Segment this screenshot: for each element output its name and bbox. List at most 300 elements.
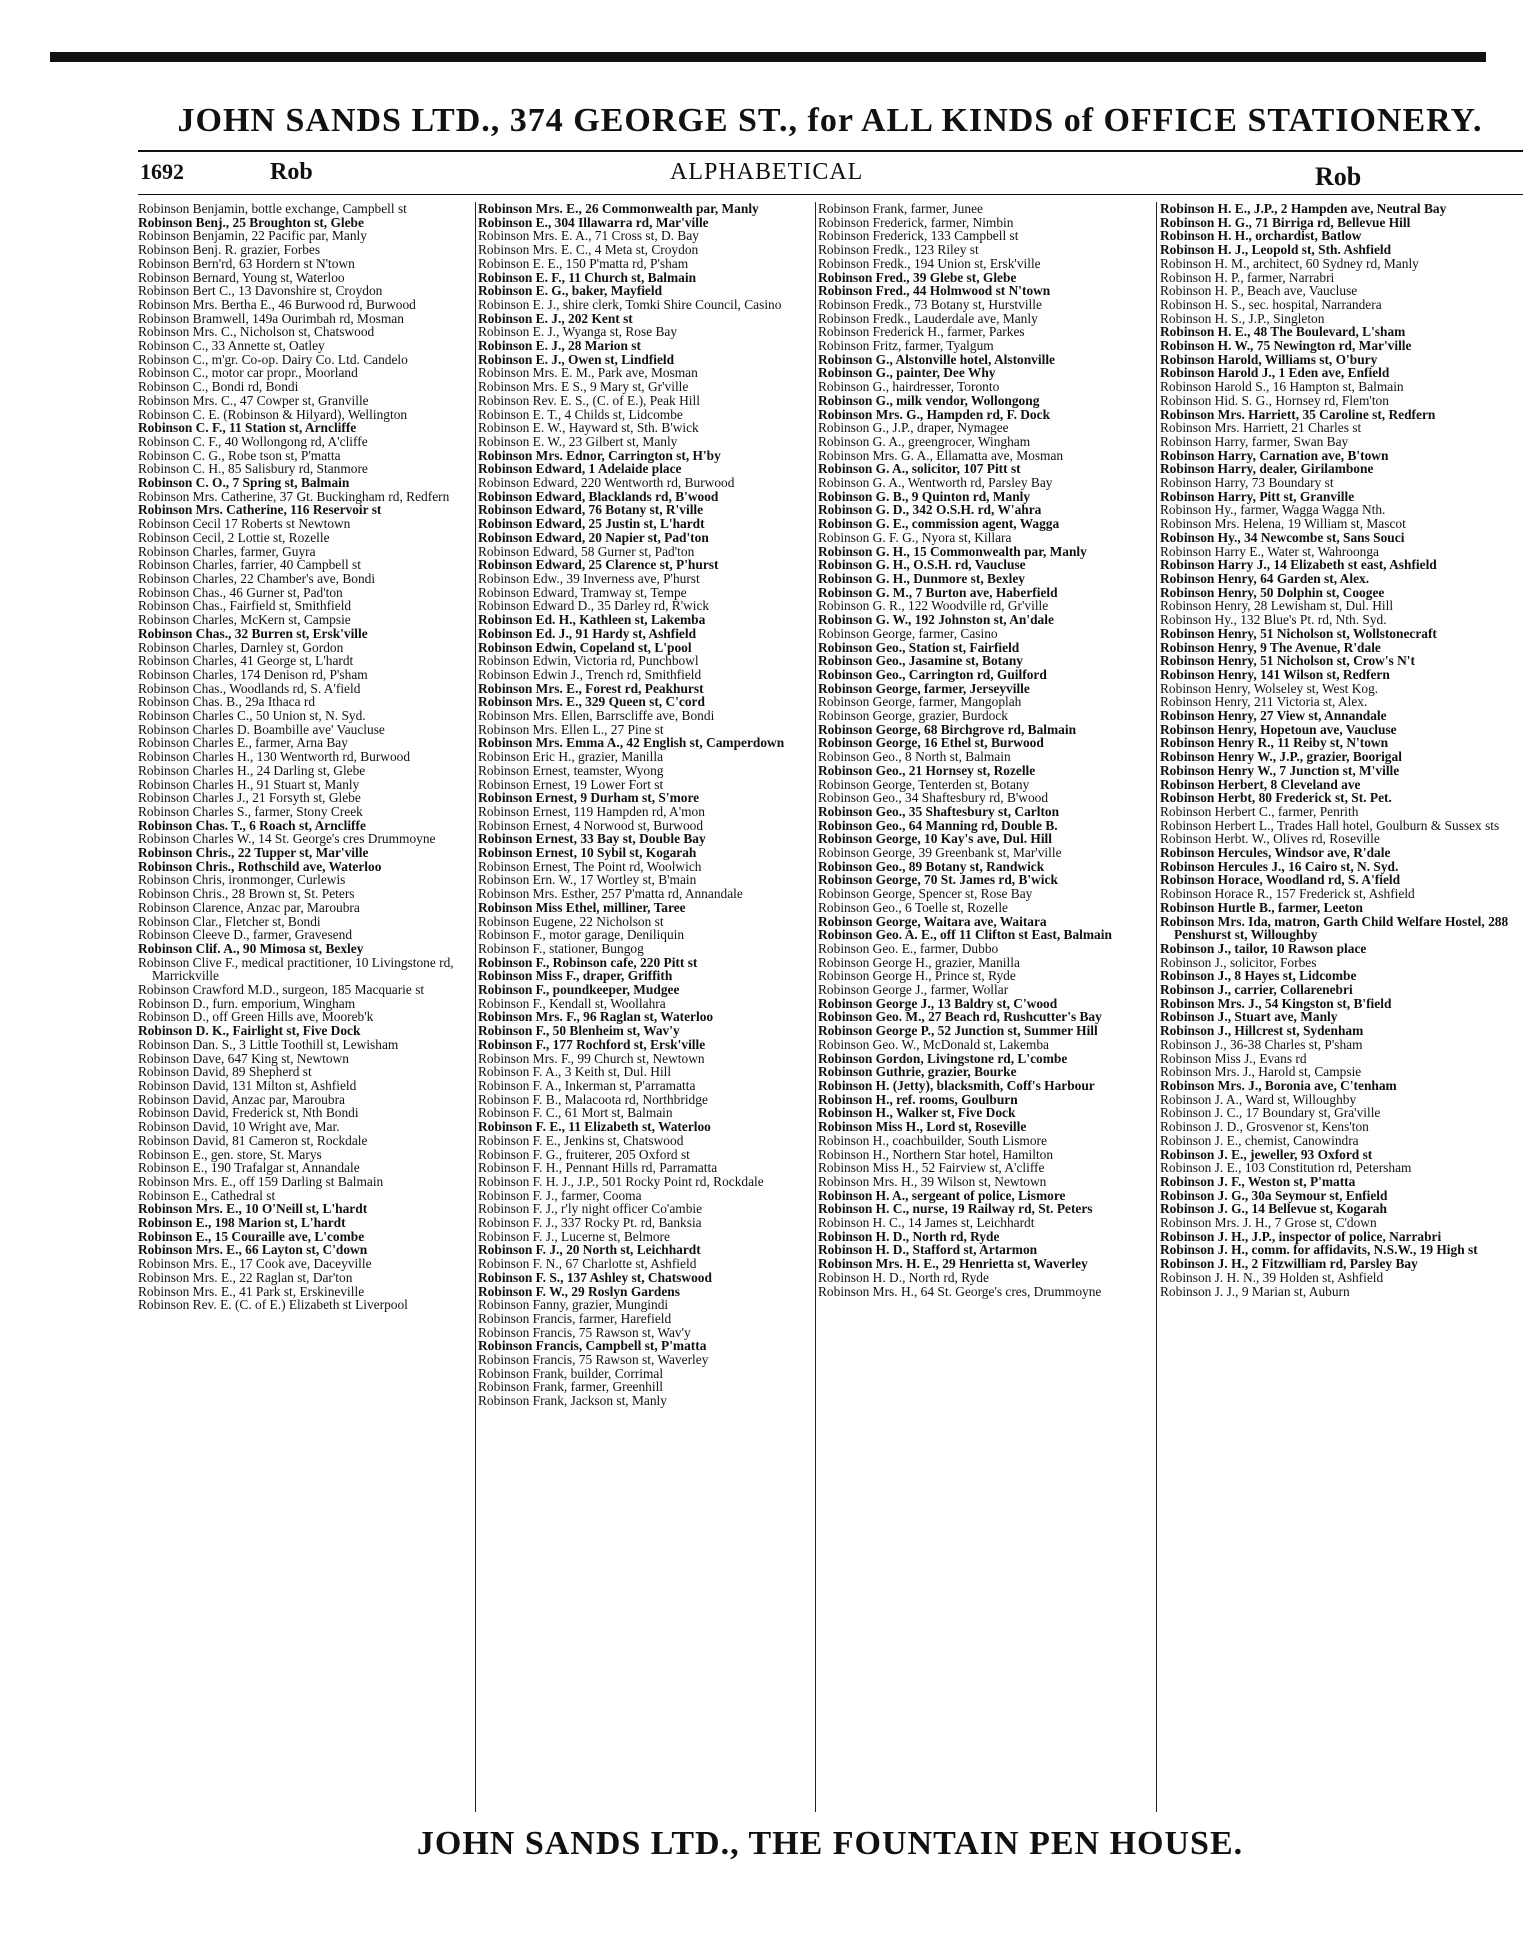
directory-entry: Robinson G., milk vendor, Wollongong bbox=[818, 392, 1040, 408]
directory-entry: Robinson Harry, 73 Boundary st bbox=[1160, 475, 1334, 491]
directory-entry: Robinson F. A., 3 Keith st, Dul. Hill bbox=[478, 1064, 672, 1080]
directory-entry: Robinson J. F., Weston st, P'matta bbox=[1160, 1173, 1356, 1189]
directory-entry: Robinson George, Tenterden st, Botany bbox=[818, 776, 1030, 792]
directory-entry: Robinson Francis, farmer, Harefield bbox=[478, 1310, 672, 1326]
directory-entry: Robinson Henry, 64 Garden st, Alex. bbox=[1160, 570, 1370, 586]
directory-entry: Robinson Edwin, Copeland st, L'pool bbox=[478, 639, 692, 655]
left-running-head: Rob bbox=[270, 159, 313, 185]
directory-entry: Robinson Charles H., 24 Darling st, Glebe bbox=[138, 762, 366, 778]
directory-entry: Robinson Charles, 41 George st, L'hardt bbox=[138, 653, 354, 669]
directory-entry: Robinson J. G., 14 Bellevue st, Kogarah bbox=[1160, 1201, 1387, 1217]
directory-entry: Robinson H. J., Leopold st, Sth. Ashfield bbox=[1160, 242, 1392, 258]
directory-entry: Robinson George H., Prince st, Ryde bbox=[818, 968, 1016, 984]
directory-entry: Robinson Mrs. C., 47 Cowper st, Granville bbox=[138, 392, 369, 408]
directory-entry: Robinson G., hairdresser, Toronto bbox=[818, 379, 1000, 395]
directory-entry: Robinson George, grazier, Burdock bbox=[818, 708, 1008, 724]
directory-column-4 bbox=[1160, 202, 1520, 1852]
directory-entry: Robinson Edward, 76 Botany st, R'ville bbox=[478, 502, 704, 518]
directory-entry: Robinson H. P., farmer, Narrabri bbox=[1160, 269, 1335, 285]
directory-entry: Robinson G. E., commission agent, Wagga bbox=[818, 516, 1060, 532]
directory-entry: Robinson Henry, 28 Lewisham st, Dul. Hill bbox=[1160, 598, 1394, 614]
directory-entry: Robinson H. W., 75 Newington rd, Mar'ville bbox=[1160, 338, 1412, 354]
directory-entry: Robinson Mrs. G. A., Ellamatta ave, Mosman bbox=[818, 447, 1064, 463]
directory-entry: Robinson G. H., 15 Commonwealth par, Manly bbox=[818, 543, 1087, 559]
directory-entry: Robinson C., Bondi rd, Bondi bbox=[138, 379, 299, 395]
header-rule bbox=[138, 150, 1523, 152]
directory-entry: Robinson Mrs. E., 26 Commonwealth par, Manly bbox=[478, 202, 759, 216]
directory-entry: Robinson F. W., 29 Roslyn Gardens bbox=[478, 1283, 680, 1299]
directory-entry: Robinson Mrs. E., 22 Raglan st, Dar'ton bbox=[138, 1269, 353, 1285]
directory-entry: Robinson Benjamin, bottle exchange, Campbell st bbox=[138, 202, 407, 216]
directory-entry: Robinson G. A., Wentworth rd, Parsley Bay bbox=[818, 475, 1053, 491]
directory-entry: Robinson Benj., 25 Broughton st, Glebe bbox=[138, 214, 364, 230]
directory-entry: Robinson C., m'gr. Co-op. Dairy Co. Ltd. Candelo bbox=[138, 351, 408, 367]
directory-entry: Robinson Miss Ethel, milliner, Taree bbox=[478, 899, 686, 915]
directory-entry: Robinson Francis, 75 Rawson st, Wav'y bbox=[478, 1324, 691, 1340]
directory-entry: Robinson Ernest, 119 Hampden rd, A'mon bbox=[478, 803, 705, 819]
directory-entry: Robinson Chris., Rothschild ave, Waterloo bbox=[138, 858, 382, 874]
directory-entry: Robinson George J., 13 Baldry st, C'wood bbox=[818, 995, 1058, 1011]
directory-entry: Robinson Henry, 211 Victoria st, Alex. bbox=[1160, 694, 1368, 710]
directory-entry: Robinson Horace, Woodland rd, S. A'field bbox=[1160, 872, 1401, 888]
directory-entry: Robinson Mrs. E S., 9 Mary st, Gr'ville bbox=[478, 379, 689, 395]
directory-entry: Robinson Herbert L., Trades Hall hotel, Goulburn & Sussex sts bbox=[1160, 817, 1500, 833]
directory-entry: Robinson J., solicitor, Forbes bbox=[1160, 954, 1317, 970]
directory-entry: Robinson J., Stuart ave, Manly bbox=[1160, 1009, 1338, 1025]
directory-entry: Robinson F. J., farmer, Cooma bbox=[478, 1187, 642, 1203]
directory-entry: Robinson Ernest, 4 Norwood st, Burwood bbox=[478, 817, 704, 833]
directory-entry: Robinson Rev. E. S., (C. of E.), Peak Hill bbox=[478, 392, 700, 408]
directory-entry: Robinson F. C., 61 Mort st, Balmain bbox=[478, 1105, 673, 1121]
directory-entry: Robinson J., 36-38 Charles st, P'sham bbox=[1160, 1036, 1363, 1052]
directory-entry: Robinson Chas. T., 6 Roach st, Arncliffe bbox=[138, 817, 366, 833]
directory-entry: Robinson E. J., Wyanga st, Rose Bay bbox=[478, 324, 678, 340]
directory-entry: Robinson H. S., sec. hospital, Narrandera bbox=[1160, 296, 1382, 312]
top-edge bbox=[50, 52, 1486, 62]
directory-page bbox=[50, 52, 1509, 1922]
directory-entry: Robinson F. G., fruiterer, 205 Oxford st bbox=[478, 1146, 690, 1162]
directory-entry: Robinson Harold S., 16 Hampton st, Balmain bbox=[1160, 379, 1404, 395]
directory-entry: Robinson F., poundkeeper, Mudgee bbox=[478, 982, 680, 998]
directory-entry: Robinson H. S., J.P., Singleton bbox=[1160, 310, 1325, 326]
directory-entry: Robinson Charles, 174 Denison rd, P'sham bbox=[138, 666, 368, 682]
directory-entry: Robinson Geo. M., 27 Beach rd, Rushcutter's Bay bbox=[818, 1009, 1102, 1025]
directory-entry: Robinson E. F., 11 Church st, Balmain bbox=[478, 269, 697, 285]
directory-entry: Robinson Francis, 75 Rawson st, Waverley bbox=[478, 1352, 709, 1368]
directory-entry: Robinson G. F. G., Nyora st, Killara bbox=[818, 529, 1012, 545]
directory-entry: Robinson Geo., 6 Toelle st, Rozelle bbox=[818, 899, 1008, 915]
directory-entry: Robinson C. F., 40 Wollongong rd, A'cliffe bbox=[138, 433, 368, 449]
directory-entry: Robinson Henry, Wolseley st, West Kog. bbox=[1160, 680, 1379, 696]
directory-entry: Robinson D., furn. emporium, Wingham bbox=[138, 995, 356, 1011]
directory-entry: Robinson G., painter, Dee Why bbox=[818, 365, 996, 381]
directory-entry: Robinson Eric H., grazier, Manilla bbox=[478, 749, 664, 765]
directory-entry: Robinson Geo., 34 Shaftesbury rd, B'wood bbox=[818, 790, 1049, 806]
directory-entry: Robinson Charles, McKern st, Campsie bbox=[138, 612, 351, 628]
directory-entry: Robinson Geo., 8 North st, Balmain bbox=[818, 749, 1011, 765]
directory-entry: Robinson E. J., shire clerk, Tomki Shire Council, Casino bbox=[478, 296, 782, 312]
directory-entry: Robinson G. B., 9 Quinton rd, Manly bbox=[818, 488, 1031, 504]
directory-entry: Robinson Crawford M.D., surgeon, 185 Macquarie st bbox=[138, 982, 425, 998]
directory-entry: Robinson F. E., 11 Elizabeth st, Waterloo bbox=[478, 1119, 711, 1135]
directory-entry: Robinson H. H., orchardist, Batlow bbox=[1160, 228, 1362, 244]
directory-entry: Robinson Hy., farmer, Wagga Wagga Nth. bbox=[1160, 502, 1386, 518]
directory-entry: Robinson Edward, Blacklands rd, B'wood bbox=[478, 488, 719, 504]
directory-entry: Robinson Geo. W., McDonald st, Lakemba bbox=[818, 1036, 1049, 1052]
directory-entry: Robinson J. A., Ward st, Willoughby bbox=[1160, 1091, 1357, 1107]
directory-entry: Robinson Herbert, 8 Cleveland ave bbox=[1160, 776, 1361, 792]
directory-entry: Robinson Fredk., 194 Union st, Ersk'ville bbox=[818, 255, 1041, 271]
directory-entry: Robinson Henry, 51 Nicholson st, Crow's N't bbox=[1160, 653, 1415, 669]
directory-entry: Robinson F., Kendall st, Woollahra bbox=[478, 995, 666, 1011]
directory-entry: Robinson George, Waitara ave, Waitara bbox=[818, 913, 1047, 929]
directory-columns bbox=[138, 202, 1528, 1852]
directory-entry: Robinson George, farmer, Casino bbox=[818, 625, 998, 641]
directory-entry: Robinson D. K., Fairlight st, Five Dock bbox=[138, 1023, 361, 1039]
directory-entry: Robinson Bernard, Young st, Waterloo bbox=[138, 269, 345, 285]
directory-entry: Robinson E., gen. store, St. Marys bbox=[138, 1146, 322, 1162]
directory-entry: Robinson Herbt. W., Olives rd, Roseville bbox=[1160, 831, 1380, 847]
directory-entry: Robinson Harry, Pitt st, Granville bbox=[1160, 488, 1355, 504]
directory-entry: Robinson Fred., 39 Glebe st, Glebe bbox=[818, 269, 1017, 285]
directory-entry: Robinson Fredk., 123 Riley st bbox=[818, 242, 979, 258]
directory-entry: Robinson Clive F., medical practitioner, 10 Livingstone rd, Marrickville bbox=[138, 954, 454, 984]
directory-entry: Robinson Mrs. E., 329 Queen st, C'cord bbox=[478, 694, 705, 710]
directory-entry: Robinson Hy., 132 Blue's Pt. rd, Nth. Syd. bbox=[1160, 612, 1387, 628]
footer-banner: JOHN SANDS LTD., THE FOUNTAIN PEN HOUSE. bbox=[416, 1825, 1244, 1862]
directory-entry: Robinson Harold, Williams st, O'bury bbox=[1160, 351, 1378, 367]
directory-entry: Robinson Mrs. Harriett, 21 Charles st bbox=[1160, 420, 1362, 436]
directory-entry: Robinson F., 50 Blenheim st, Wav'y bbox=[478, 1023, 680, 1039]
directory-entry: Robinson J. G., 30a Seymour st, Enfield bbox=[1160, 1187, 1388, 1203]
directory-entry: Robinson Charles S., farmer, Stony Creek bbox=[138, 803, 363, 819]
directory-entry: Robinson Edward D., 35 Darley rd, R'wick bbox=[478, 598, 710, 614]
directory-entry: Robinson Guthrie, grazier, Bourke bbox=[818, 1064, 1017, 1080]
directory-entry: Robinson Chris., 28 Brown st, St. Peters bbox=[138, 886, 355, 902]
directory-entry: Robinson H. E., 48 The Boulevard, L'sham bbox=[1160, 324, 1406, 340]
directory-entry: Robinson Charles, farrier, 40 Campbell st bbox=[138, 557, 361, 573]
directory-entry: Robinson Mrs. Ednor, Carrington st, H'by bbox=[478, 447, 721, 463]
directory-entry: Robinson E., 198 Marion st, L'hardt bbox=[138, 1215, 346, 1231]
directory-entry: Robinson Fred., 44 Holmwood st N'town bbox=[818, 283, 1051, 299]
directory-entry: Robinson G. R., 122 Woodville rd, Gr'ville bbox=[818, 598, 1049, 614]
directory-entry: Robinson Henry, 27 View st, Annandale bbox=[1160, 708, 1387, 724]
directory-entry: Robinson Frederick, 133 Campbell st bbox=[818, 228, 1019, 244]
directory-entry: Robinson G. A., solicitor, 107 Pitt st bbox=[818, 461, 1021, 477]
directory-entry: Robinson Edward, 220 Wentworth rd, Burwood bbox=[478, 475, 735, 491]
directory-entry: Robinson H. D., North rd, Ryde bbox=[818, 1228, 1000, 1244]
directory-entry: Robinson Henry R., 11 Reiby st, N'town bbox=[1160, 735, 1389, 751]
directory-entry: Robinson G., Alstonville hotel, Alstonville bbox=[818, 351, 1055, 367]
directory-entry: Robinson George, 10 Kay's ave, Dul. Hill bbox=[818, 831, 1052, 847]
directory-entry: Robinson Chas. B., 29a Ithaca rd bbox=[138, 694, 316, 710]
directory-entry: Robinson Chas., Woodlands rd, S. A'field bbox=[138, 680, 361, 696]
directory-entry: Robinson Ern. W., 17 Wortley st, B'main bbox=[478, 872, 697, 888]
directory-entry: Robinson Clarence, Anzac par, Maroubra bbox=[138, 899, 360, 915]
directory-entry: Robinson D., off Green Hills ave, Mooreb'k bbox=[138, 1009, 374, 1025]
directory-entry: Robinson Mrs. E. M., Park ave, Mosman bbox=[478, 365, 698, 381]
directory-entry: Robinson George J., farmer, Wollar bbox=[818, 982, 1009, 998]
directory-entry: Robinson J. C., 17 Boundary st, Gra'ville bbox=[1160, 1105, 1381, 1121]
directory-entry: Robinson F. S., 137 Ashley st, Chatswood bbox=[478, 1269, 712, 1285]
directory-entry: Robinson F. J., Lucerne st, Belmore bbox=[478, 1228, 670, 1244]
directory-entry: Robinson Horace R., 157 Frederick st, Ashfield bbox=[1160, 886, 1415, 902]
directory-entry: Robinson F. N., 67 Charlotte st, Ashfield bbox=[478, 1256, 697, 1272]
page-number: 1692 bbox=[140, 159, 184, 184]
directory-entry: Robinson F. J., 20 North st, Leichhardt bbox=[478, 1242, 701, 1258]
directory-entry: Robinson Eugene, 22 Nicholson st bbox=[478, 913, 664, 929]
directory-entry: Robinson J. E., jeweller, 93 Oxford st bbox=[1160, 1146, 1373, 1162]
directory-entry: Robinson G. H., O.S.H. rd, Vaucluse bbox=[818, 557, 1026, 573]
directory-entry: Robinson Ernest, 9 Durham st, S'more bbox=[478, 790, 700, 806]
directory-entry: Robinson Miss H., 52 Fairview st, A'cliffe bbox=[818, 1160, 1045, 1176]
directory-entry: Robinson J. H., 2 Fitzwilliam rd, Parsley Bay bbox=[1160, 1256, 1418, 1272]
directory-entry: Robinson Charles, Darnley st, Gordon bbox=[138, 639, 344, 655]
directory-entry: Robinson E. W., 23 Gilbert st, Manly bbox=[478, 433, 678, 449]
directory-entry: Robinson Harry, Carnation ave, B'town bbox=[1160, 447, 1389, 463]
directory-entry: Robinson F. B., Malacoota rd, Northbridge bbox=[478, 1091, 708, 1107]
subheader-rule bbox=[138, 194, 1523, 195]
directory-entry: Robinson J. J., 9 Marian st, Auburn bbox=[1160, 1283, 1350, 1299]
directory-entry: Robinson E. T., 4 Childs st, Lidcombe bbox=[478, 406, 683, 422]
directory-entry: Robinson Dan. S., 3 Little Toothill st, Lewisham bbox=[138, 1036, 399, 1052]
directory-entry: Robinson Charles C., 50 Union st, N. Syd. bbox=[138, 708, 366, 724]
directory-entry: Robinson J. H., J.P., inspector of police, Narrabri bbox=[1160, 1228, 1442, 1244]
directory-entry: Robinson J., carrier, Collarenebri bbox=[1160, 982, 1353, 998]
directory-entry: Robinson Geo., Station st, Fairfield bbox=[818, 639, 1020, 655]
directory-entry: Robinson Mrs. H. E., 29 Henrietta st, Waverley bbox=[818, 1256, 1088, 1272]
directory-entry: Robinson Benjamin, 22 Pacific par, Manly bbox=[138, 228, 367, 244]
directory-entry: Robinson Hercules J., 16 Cairo st, N. Syd. bbox=[1160, 858, 1399, 874]
directory-entry: Robinson Rev. E. (C. of E.) Elizabeth st Liverpool bbox=[138, 1297, 408, 1313]
directory-entry: Robinson Ernest, 19 Lower Fort st bbox=[478, 776, 664, 792]
directory-entry: Robinson Geo., Jasamine st, Botany bbox=[818, 653, 1023, 669]
header-banner: JOHN SANDS LTD., 374 GEORGE ST., for ALL KINDS of OFFICE STATIONERY. bbox=[177, 102, 1483, 139]
directory-entry: Robinson J., tailor, 10 Rawson place bbox=[1160, 940, 1367, 956]
directory-entry: Robinson H. D., Stafford st, Artarmon bbox=[818, 1242, 1038, 1258]
directory-entry: Robinson Herbt, 80 Frederick st, St. Pet. bbox=[1160, 790, 1392, 806]
directory-entry: Robinson E., 304 Illawarra rd, Mar'ville bbox=[478, 214, 709, 230]
directory-entry: Robinson George, 16 Ethel st, Burwood bbox=[818, 735, 1044, 751]
directory-entry: Robinson Hurtle B., farmer, Leeton bbox=[1160, 899, 1363, 915]
directory-entry: Robinson H. E., J.P., 2 Hampden ave, Neutral Bay bbox=[1160, 202, 1447, 216]
directory-entry: Robinson C., motor car propr., Moorland bbox=[138, 365, 358, 381]
directory-entry: Robinson Edwin J., Trench rd, Smithfield bbox=[478, 666, 702, 682]
directory-entry: Robinson Mrs. Ellen, Barrscliffe ave, Bondi bbox=[478, 708, 715, 724]
directory-entry: Robinson David, 81 Cameron st, Rockdale bbox=[138, 1132, 368, 1148]
directory-entry: Robinson Ernest, 10 Sybil st, Kogarah bbox=[478, 845, 697, 861]
directory-entry: Robinson F., motor garage, Deniliquin bbox=[478, 927, 685, 943]
directory-entry: Robinson C. F., 11 Station st, Arncliffe bbox=[138, 420, 357, 436]
directory-entry: Robinson H., Northern Star hotel, Hamilton bbox=[818, 1146, 1054, 1162]
directory-entry: Robinson F., Robinson cafe, 220 Pitt st bbox=[478, 954, 698, 970]
directory-entry: Robinson Mrs. Bertha E., 46 Burwood rd, Burwood bbox=[138, 296, 416, 312]
directory-entry: Robinson Frederick H., farmer, Parkes bbox=[818, 324, 1025, 340]
directory-entry: Robinson Mrs. J., 54 Kingston st, B'field bbox=[1160, 995, 1392, 1011]
directory-entry: Robinson Mrs. G., Hampden rd, F. Dock bbox=[818, 406, 1051, 422]
directory-entry: Robinson Chris., 22 Tupper st, Mar'ville bbox=[138, 845, 369, 861]
directory-entry: Robinson E., 15 Couraille ave, L'combe bbox=[138, 1228, 365, 1244]
directory-entry: Robinson Mrs. E., 17 Cook ave, Daceyville bbox=[138, 1256, 372, 1272]
directory-entry: Robinson Charles D. Boambille ave' Vaucluse bbox=[138, 721, 385, 737]
directory-entry: Robinson Bramwell, 149a Ourimbah rd, Mosman bbox=[138, 310, 404, 326]
directory-entry: Robinson H. C., 14 James st, Leichhardt bbox=[818, 1215, 1035, 1231]
directory-entry: Robinson E. E., 150 P'matta rd, P'sham bbox=[478, 255, 689, 271]
directory-entry: Robinson Mrs. E. C., 4 Meta st, Croydon bbox=[478, 242, 699, 258]
directory-entry: Robinson Mrs. E., 41 Park st, Erskineville bbox=[138, 1283, 365, 1299]
directory-entry: Robinson Mrs. Catherine, 116 Reservoir st bbox=[138, 502, 382, 518]
directory-entry: Robinson F., 177 Rochford st, Ersk'ville bbox=[478, 1036, 706, 1052]
directory-entry: Robinson C. G., Robe tson st, P'matta bbox=[138, 447, 341, 463]
directory-entry: Robinson Mrs. J. H., 7 Grose st, C'down bbox=[1160, 1215, 1377, 1231]
directory-entry: Robinson George P., 52 Junction st, Summer Hill bbox=[818, 1023, 1098, 1039]
directory-entry: Robinson H. (Jetty), blacksmith, Coff's Harbour bbox=[818, 1078, 1095, 1093]
directory-entry: Robinson H. G., 71 Birriga rd, Bellevue Hill bbox=[1160, 214, 1411, 230]
directory-entry: Robinson David, Frederick st, Nth Bondi bbox=[138, 1105, 359, 1121]
directory-entry: Robinson Frank, farmer, Junee bbox=[818, 202, 983, 216]
directory-entry: Robinson Ernest, The Point rd, Woolwich bbox=[478, 858, 702, 874]
directory-entry: Robinson F., stationer, Bungog bbox=[478, 940, 644, 956]
directory-entry: Robinson Harry J., 14 Elizabeth st east, Ashfield bbox=[1160, 557, 1437, 573]
directory-entry: Robinson Henry, 50 Dolphin st, Coogee bbox=[1160, 584, 1385, 600]
directory-entry: Robinson Ed. H., Kathleen st, Lakemba bbox=[478, 612, 706, 628]
directory-entry: Robinson E. J., Owen st, Lindfield bbox=[478, 351, 675, 367]
center-running-head: ALPHABETICAL bbox=[670, 159, 864, 185]
directory-entry: Robinson Mrs. E., off 159 Darling st Balmain bbox=[138, 1173, 384, 1189]
directory-entry: Robinson Bert C., 13 Davonshire st, Croydon bbox=[138, 283, 383, 299]
directory-entry: Robinson Francis, Campbell st, P'matta bbox=[478, 1338, 707, 1354]
directory-entry: Robinson Henry W., J.P., grazier, Boorigal bbox=[1160, 749, 1402, 765]
directory-entry: Robinson C. E. (Robinson & Hilyard), Wellington bbox=[138, 406, 408, 422]
directory-entry: Robinson Bern'rd, 63 Hordern st N'town bbox=[138, 255, 355, 271]
directory-entry: Robinson Charles H., 130 Wentworth rd, Burwood bbox=[138, 749, 411, 765]
directory-entry: Robinson Mrs. E., 66 Layton st, C'down bbox=[138, 1242, 368, 1258]
directory-entry: Robinson Hercules, Windsor ave, R'dale bbox=[1160, 845, 1391, 861]
directory-entry: Robinson E. J., 28 Marion st bbox=[478, 338, 641, 354]
directory-entry: Robinson J., 8 Hayes st, Lidcombe bbox=[1160, 968, 1357, 984]
directory-entry: Robinson Cecil 17 Roberts st Newtown bbox=[138, 516, 351, 532]
directory-entry: Robinson Geo., 89 Botany st, Randwick bbox=[818, 858, 1045, 874]
directory-column-2 bbox=[478, 202, 812, 1852]
directory-entry: Robinson Edward, 25 Clarence st, P'hurst bbox=[478, 557, 719, 573]
directory-entry: Robinson Harry, dealer, Girilambone bbox=[1160, 461, 1374, 477]
directory-entry: Robinson J. H., comm. for affidavits, N.S.W., 19 High st bbox=[1160, 1242, 1478, 1258]
directory-entry: Robinson Chas., Fairfield st, Smithfield bbox=[138, 598, 352, 614]
directory-entry: Robinson Mrs. Harriett, 35 Caroline st, Redfern bbox=[1160, 406, 1436, 422]
directory-entry: Robinson Mrs. H., 64 St. George's cres, Drummoyne bbox=[818, 1283, 1102, 1299]
directory-entry: Robinson Mrs. E., Forest rd, Peakhurst bbox=[478, 680, 704, 696]
directory-entry: Robinson Mrs. F., 96 Raglan st, Waterloo bbox=[478, 1009, 714, 1025]
directory-entry: Robinson E. W., Hayward st, Sth. B'wick bbox=[478, 420, 699, 436]
directory-entry: Robinson Herbert C., farmer, Penrith bbox=[1160, 803, 1359, 819]
directory-entry: Robinson C. H., 85 Salisbury rd, Stanmore bbox=[138, 461, 368, 477]
directory-entry: Robinson Miss F., draper, Griffith bbox=[478, 968, 673, 984]
directory-entry: Robinson Chas., 46 Gurner st, Pad'ton bbox=[138, 584, 343, 600]
directory-entry: Robinson Chas., 32 Burren st, Ersk'ville bbox=[138, 625, 368, 641]
directory-entry: Robinson E., 190 Trafalgar st, Annandale bbox=[138, 1160, 360, 1176]
directory-entry: Robinson E. G., baker, Mayfield bbox=[478, 283, 663, 299]
directory-entry: Robinson Mrs. C., Nicholson st, Chatswood bbox=[138, 324, 375, 340]
directory-entry: Robinson Mrs. Ellen L., 27 Pine st bbox=[478, 721, 664, 737]
directory-entry: Robinson Edward, 58 Gurner st, Pad'ton bbox=[478, 543, 695, 559]
directory-entry: Robinson Frank, farmer, Greenhill bbox=[478, 1379, 664, 1395]
directory-column-3 bbox=[818, 202, 1152, 1852]
directory-entry: Robinson Charles H., 91 Stuart st, Manly bbox=[138, 776, 360, 792]
directory-entry: Robinson C., 33 Annette st, Oatley bbox=[138, 338, 325, 354]
directory-entry: Robinson G. A., greengrocer, Wingham bbox=[818, 433, 1031, 449]
directory-entry: Robinson H., ref. rooms, Goulburn bbox=[818, 1091, 1018, 1107]
directory-entry: Robinson Mrs. Emma A., 42 English st, Camperdown bbox=[478, 735, 785, 751]
directory-entry: Robinson E., Cathedral st bbox=[138, 1187, 276, 1203]
directory-entry: Robinson H., Walker st, Five Dock bbox=[818, 1105, 1016, 1121]
directory-entry: Robinson Miss J., Evans rd bbox=[1160, 1050, 1307, 1066]
directory-entry: Robinson H. D., North rd, Ryde bbox=[818, 1269, 989, 1285]
directory-entry: Robinson Ernest, teamster, Wyong bbox=[478, 762, 664, 778]
directory-entry: Robinson Ernest, 33 Bay st, Double Bay bbox=[478, 831, 706, 847]
directory-entry: Robinson F. H. J., J.P., 501 Rocky Point rd, Rockdale bbox=[478, 1173, 764, 1189]
directory-entry: Robinson Geo., 35 Shaftesbury st, Carlton bbox=[818, 803, 1060, 819]
directory-entry: Robinson Charles, 22 Chamber's ave, Bondi bbox=[138, 570, 376, 586]
directory-entry: Robinson G. H., Dunmore st, Bexley bbox=[818, 570, 1025, 586]
directory-entry: Robinson Geo. A. E., off 11 Clifton st East, Balmain bbox=[818, 927, 1112, 943]
directory-entry: Robinson David, 10 Wright ave, Mar. bbox=[138, 1119, 340, 1135]
directory-entry: Robinson Cecil, 2 Lottie st, Rozelle bbox=[138, 529, 330, 545]
directory-entry: Robinson G. D., 342 O.S.H. rd, W'ahra bbox=[818, 502, 1042, 518]
directory-entry: Robinson Mrs. J., Boronia ave, C'tenham bbox=[1160, 1078, 1397, 1093]
directory-entry: Robinson G. W., 192 Johnston st, An'dale bbox=[818, 612, 1054, 628]
directory-entry: Robinson G., J.P., draper, Nymagee bbox=[818, 420, 1009, 436]
directory-entry: Robinson George, 39 Greenbank st, Mar'ville bbox=[818, 845, 1062, 861]
directory-entry: Robinson Hid. S. G., Hornsey rd, Flem'ton bbox=[1160, 392, 1389, 408]
directory-entry: Robinson C. O., 7 Spring st, Balmain bbox=[138, 475, 350, 491]
directory-entry: Robinson J. E., chemist, Canowindra bbox=[1160, 1132, 1359, 1148]
directory-entry: Robinson Edward, 25 Justin st, L'hardt bbox=[478, 516, 705, 532]
directory-entry: Robinson Mrs. E. A., 71 Cross st, D. Bay bbox=[478, 228, 699, 244]
directory-entry: Robinson Charles J., 21 Forsyth st, Glebe bbox=[138, 790, 361, 806]
directory-entry: Robinson Frederick, farmer, Nimbin bbox=[818, 214, 1014, 230]
directory-entry: Robinson Henry, 9 The Avenue, R'dale bbox=[1160, 639, 1381, 655]
directory-entry: Robinson Fanny, grazier, Mungindi bbox=[478, 1297, 669, 1313]
directory-entry: Robinson J. D., Grosvenor st, Kens'ton bbox=[1160, 1119, 1369, 1135]
right-running-head: Rob bbox=[1315, 162, 1362, 191]
directory-entry: Robinson Charles E., farmer, Arna Bay bbox=[138, 735, 348, 751]
directory-entry: Robinson Edw., 39 Inverness ave, P'hurst bbox=[478, 570, 700, 586]
directory-entry: Robinson George, farmer, Mangoplah bbox=[818, 694, 1022, 710]
directory-entry: Robinson Henry W., 7 Junction st, M'ville bbox=[1160, 762, 1400, 778]
directory-entry: Robinson George, 70 St. James rd, B'wick bbox=[818, 872, 1058, 888]
directory-entry: Robinson Geo., 64 Manning rd, Double B. bbox=[818, 817, 1058, 833]
directory-entry: Robinson J. H. N., 39 Holden st, Ashfield bbox=[1160, 1269, 1384, 1285]
directory-entry: Robinson George H., grazier, Manilla bbox=[818, 954, 1020, 970]
directory-entry: Robinson F. J., r'ly night officer Co'ambie bbox=[478, 1201, 703, 1217]
directory-entry: Robinson Gordon, Livingstone rd, L'combe bbox=[818, 1050, 1068, 1066]
directory-entry: Robinson Mrs. F., 99 Church st, Newtown bbox=[478, 1050, 705, 1066]
directory-entry: Robinson Cleeve D., farmer, Gravesend bbox=[138, 927, 353, 943]
directory-entry: Robinson Harry, farmer, Swan Bay bbox=[1160, 433, 1349, 449]
directory-entry: Robinson Frank, builder, Corrimal bbox=[478, 1365, 664, 1381]
directory-entry: Robinson G. M., 7 Burton ave, Haberfield bbox=[818, 584, 1058, 600]
directory-entry: Robinson H. M., architect, 60 Sydney rd, Manly bbox=[1160, 255, 1419, 271]
directory-entry: Robinson J. E., 103 Constitution rd, Petersham bbox=[1160, 1160, 1412, 1176]
directory-column-1 bbox=[138, 202, 472, 1852]
directory-entry: Robinson Fredk., 73 Botany st, Hurstville bbox=[818, 296, 1042, 312]
directory-entry: Robinson Benj. R. grazier, Forbes bbox=[138, 242, 321, 258]
directory-entry: Robinson Henry, Hopetoun ave, Vaucluse bbox=[1160, 721, 1397, 737]
directory-entry: Robinson Ed. J., 91 Hardy st, Ashfield bbox=[478, 625, 697, 641]
directory-entry: Robinson David, 89 Shepherd st bbox=[138, 1064, 312, 1080]
directory-entry: Robinson Dave, 647 King st, Newtown bbox=[138, 1050, 349, 1066]
directory-entry: Robinson F. H., Pennant Hills rd, Parramatta bbox=[478, 1160, 718, 1176]
